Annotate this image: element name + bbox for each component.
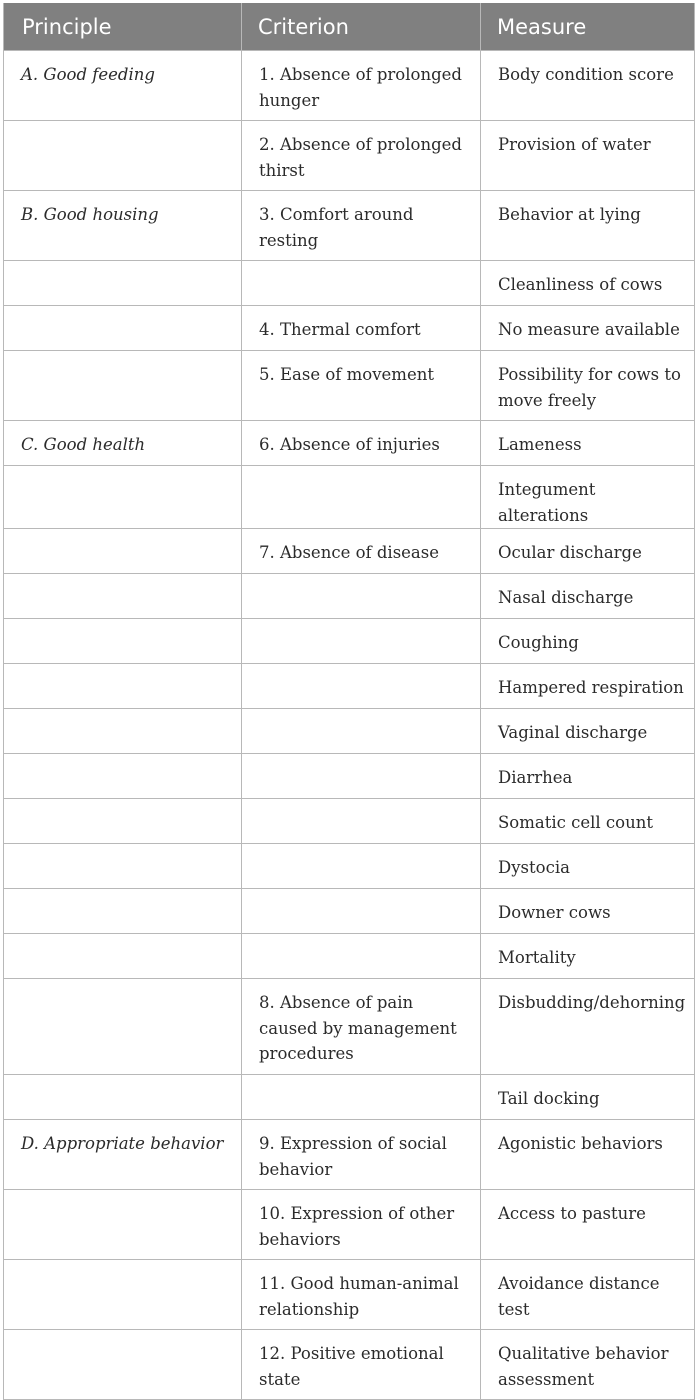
principle-cell xyxy=(4,261,242,306)
measure-cell: No measure available xyxy=(481,306,695,351)
table-header-row xyxy=(4,3,695,51)
measure-cell: Agonistic behaviors xyxy=(481,1120,695,1190)
principle-cell xyxy=(4,1190,242,1260)
measure-cell: Body condition score xyxy=(481,51,695,121)
table-row xyxy=(4,619,695,664)
measure-cell: Diarrhea xyxy=(481,754,695,799)
criterion-cell xyxy=(242,934,481,979)
principle-cell xyxy=(4,1075,242,1120)
table-row xyxy=(4,351,695,421)
measure-cell: Disbudding/dehorning xyxy=(481,979,695,1075)
table-row xyxy=(4,574,695,619)
criterion-cell: 10. Expression of other behaviors xyxy=(242,1190,481,1260)
principle-cell xyxy=(4,934,242,979)
criterion-cell: 1. Absence of prolonged hunger xyxy=(242,51,481,121)
principle-cell xyxy=(4,799,242,844)
criterion-cell: 11. Good human-animal relationship xyxy=(242,1260,481,1330)
principle-cell xyxy=(4,754,242,799)
measure-cell: Integument alterations xyxy=(481,466,695,529)
principle-cell xyxy=(4,466,242,529)
measure-cell: Mortality xyxy=(481,934,695,979)
principle-cell xyxy=(4,1330,242,1400)
principle-cell xyxy=(4,121,242,191)
principle-cell xyxy=(4,306,242,351)
principle-cell: D. Appropriate behavior xyxy=(4,1120,242,1190)
table-row xyxy=(4,1120,695,1190)
principle-cell xyxy=(4,709,242,754)
measure-cell: Somatic cell count xyxy=(481,799,695,844)
criterion-cell: 5. Ease of movement xyxy=(242,351,481,421)
criterion-cell: 12. Positive emotional state xyxy=(242,1330,481,1400)
principle-cell xyxy=(4,529,242,574)
table-row xyxy=(4,1190,695,1260)
principle-cell xyxy=(4,844,242,889)
measure-cell: Possibility for cows to move freely xyxy=(481,351,695,421)
table-row xyxy=(4,979,695,1075)
table-row xyxy=(4,889,695,934)
table-row xyxy=(4,844,695,889)
principle-cell: C. Good health xyxy=(4,421,242,466)
table-row xyxy=(4,934,695,979)
measure-cell: Avoidance distance test xyxy=(481,1260,695,1330)
principle-cell xyxy=(4,979,242,1075)
principle-cell xyxy=(4,1260,242,1330)
criterion-cell: 4. Thermal comfort xyxy=(242,306,481,351)
principle-cell xyxy=(4,619,242,664)
header-principle: Principle xyxy=(4,3,242,51)
measure-cell: Tail docking xyxy=(481,1075,695,1120)
table-row xyxy=(4,664,695,709)
principle-cell: A. Good feeding xyxy=(4,51,242,121)
criterion-cell xyxy=(242,709,481,754)
measure-cell: Vaginal discharge xyxy=(481,709,695,754)
criterion-cell xyxy=(242,574,481,619)
criterion-cell xyxy=(242,1075,481,1120)
table-row xyxy=(4,1075,695,1120)
measure-cell: Ocular discharge xyxy=(481,529,695,574)
criterion-cell: 9. Expression of social behavior xyxy=(242,1120,481,1190)
measure-cell: Cleanliness of cows xyxy=(481,261,695,306)
table-row xyxy=(4,1260,695,1330)
table-row xyxy=(4,529,695,574)
welfare-criteria-table xyxy=(3,3,695,1400)
table-row xyxy=(4,754,695,799)
criterion-cell: 7. Absence of disease xyxy=(242,529,481,574)
criterion-cell: 2. Absence of prolonged thirst xyxy=(242,121,481,191)
criterion-cell: 6. Absence of injuries xyxy=(242,421,481,466)
header-criterion: Criterion xyxy=(242,3,481,51)
principle-cell xyxy=(4,351,242,421)
measure-cell: Behavior at lying xyxy=(481,191,695,261)
principle-cell xyxy=(4,574,242,619)
principle-cell xyxy=(4,664,242,709)
header-measure: Measure xyxy=(481,3,695,51)
criterion-cell xyxy=(242,799,481,844)
table-row xyxy=(4,709,695,754)
table-row xyxy=(4,191,695,261)
table-row xyxy=(4,51,695,121)
table-row xyxy=(4,1330,695,1400)
measure-cell: Nasal discharge xyxy=(481,574,695,619)
criterion-cell xyxy=(242,664,481,709)
table-row xyxy=(4,261,695,306)
criterion-cell xyxy=(242,466,481,529)
criterion-cell xyxy=(242,261,481,306)
measure-cell: Coughing xyxy=(481,619,695,664)
measure-cell: Dystocia xyxy=(481,844,695,889)
principle-cell: B. Good housing xyxy=(4,191,242,261)
criterion-cell xyxy=(242,619,481,664)
criterion-cell xyxy=(242,754,481,799)
table-row xyxy=(4,121,695,191)
criterion-cell: 3. Comfort around resting xyxy=(242,191,481,261)
criterion-cell xyxy=(242,889,481,934)
criterion-cell xyxy=(242,844,481,889)
criterion-cell: 8. Absence of pain caused by management procedures xyxy=(242,979,481,1075)
table-row xyxy=(4,421,695,466)
measure-cell: Provision of water xyxy=(481,121,695,191)
measure-cell: Downer cows xyxy=(481,889,695,934)
table-row xyxy=(4,466,695,529)
measure-cell: Qualitative behavior assessment xyxy=(481,1330,695,1400)
table-row xyxy=(4,799,695,844)
principle-cell xyxy=(4,889,242,934)
measure-cell: Access to pasture xyxy=(481,1190,695,1260)
measure-cell: Hampered respiration xyxy=(481,664,695,709)
measure-cell: Lameness xyxy=(481,421,695,466)
table-row xyxy=(4,306,695,351)
